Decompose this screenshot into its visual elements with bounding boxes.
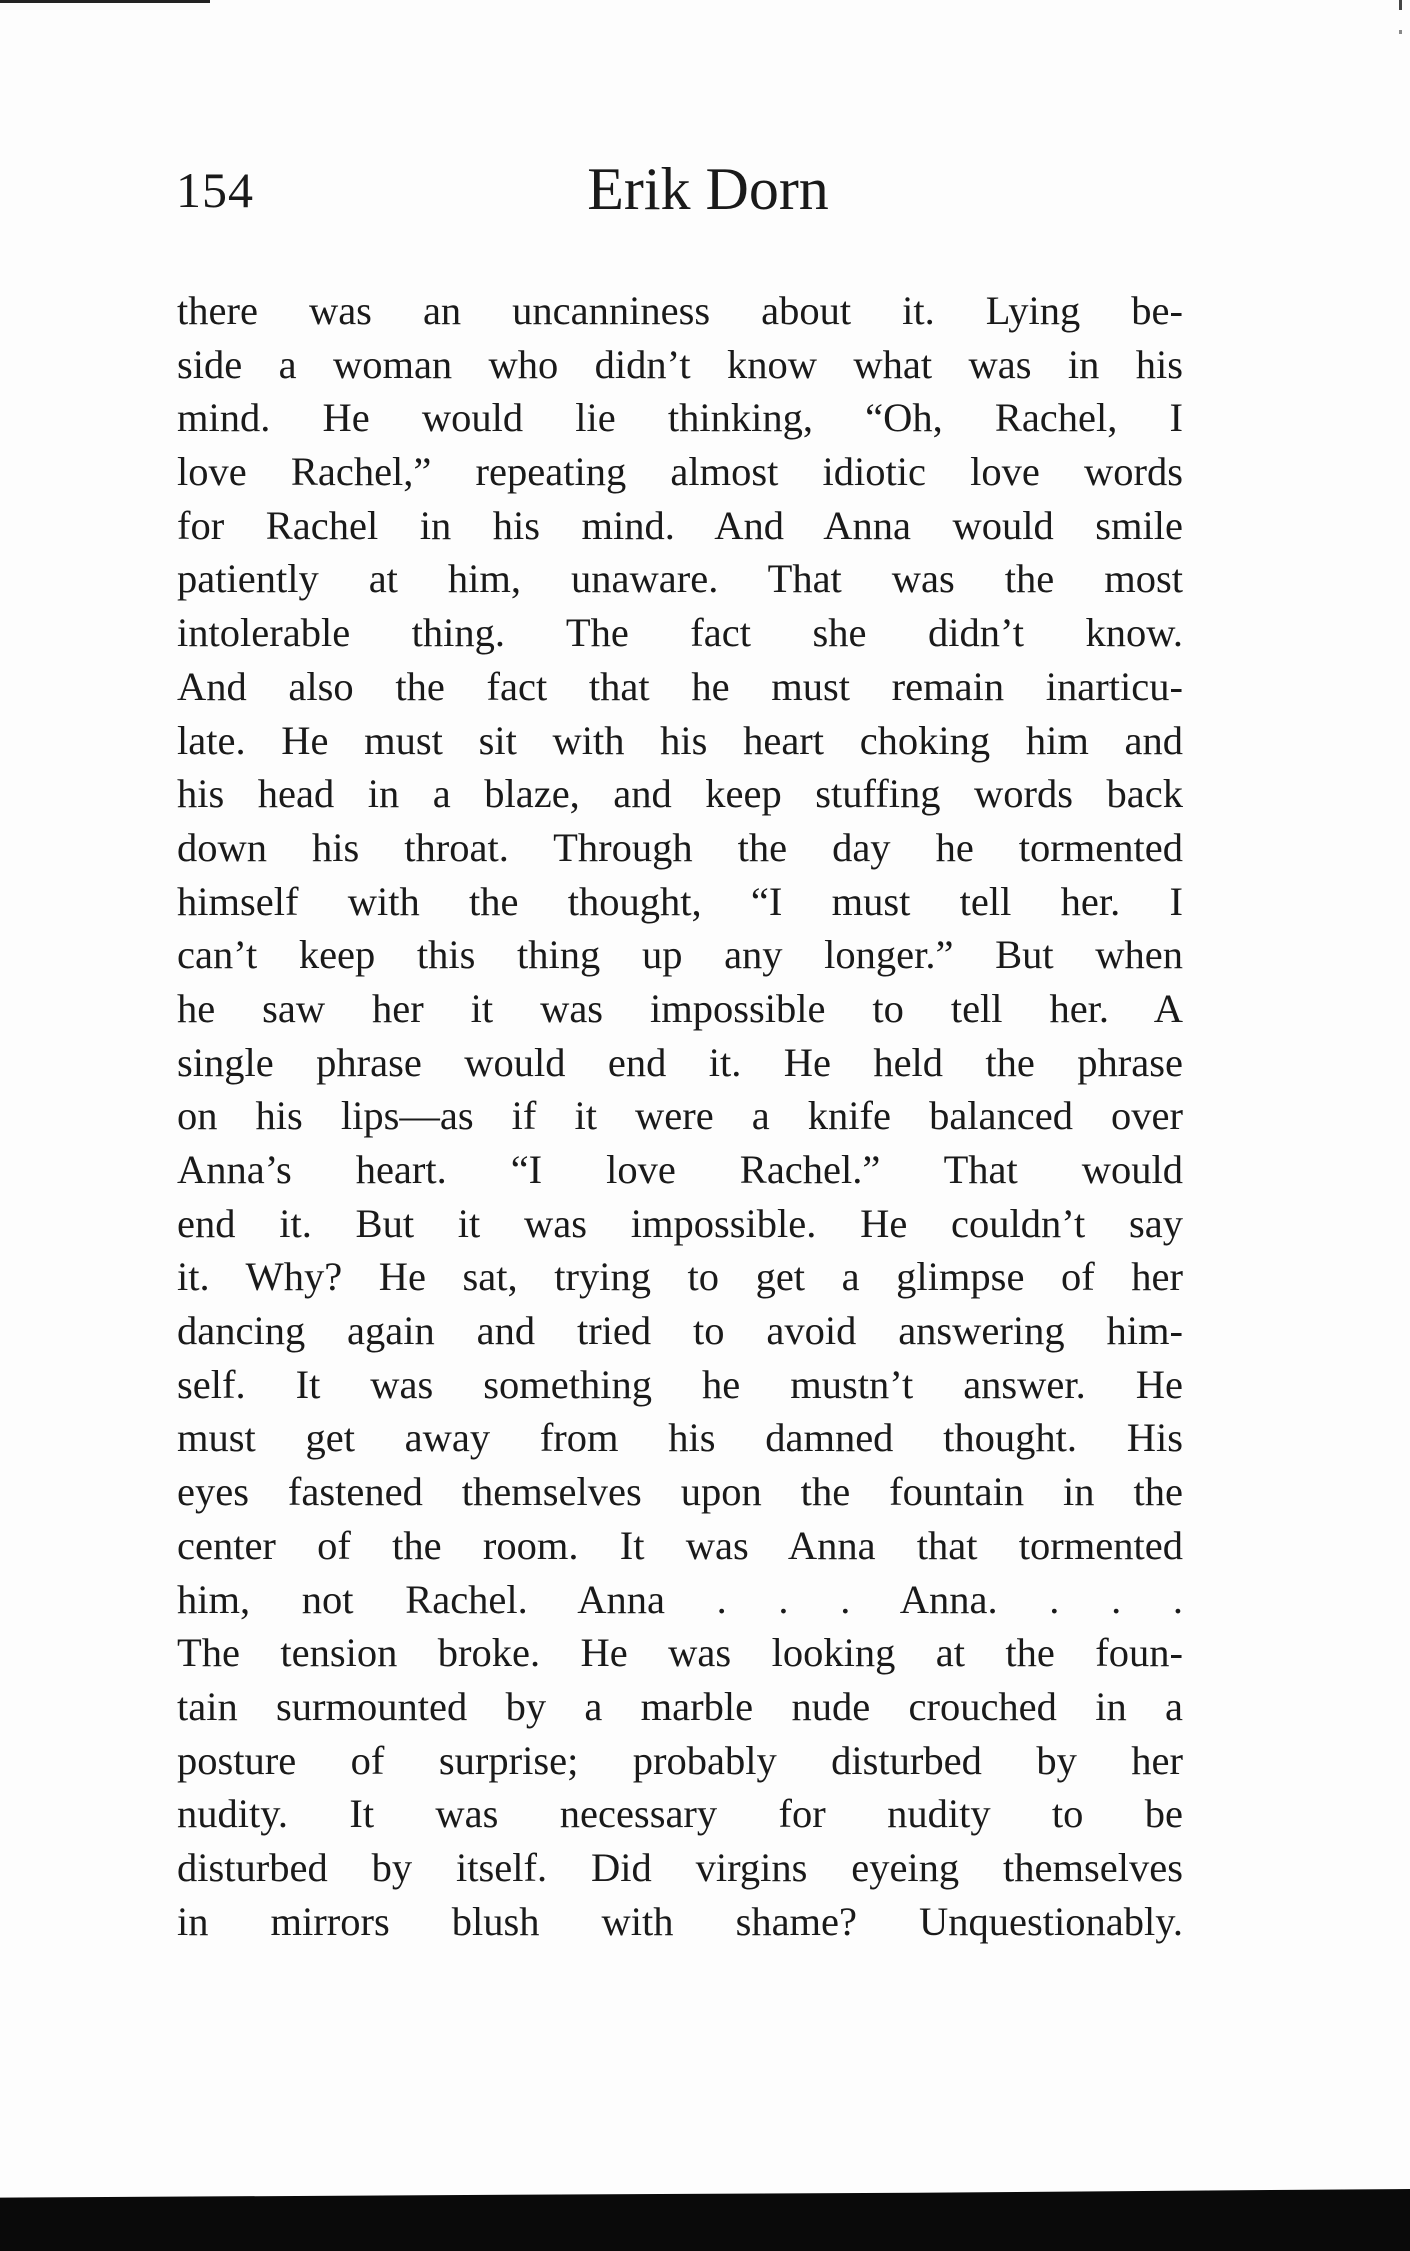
- top-rule: [0, 0, 210, 3]
- text-line: mind. He would lie thinking, “Oh, Rachel, I: [177, 395, 1183, 441]
- text-line: his head in a blaze, and keep stuffing words back: [177, 771, 1183, 817]
- text-line: Anna’s heart. “I love Rachel.” That would: [177, 1147, 1183, 1192]
- text-line: nudity. It was necessary for nudity to be: [177, 1791, 1183, 1837]
- text-line: there was an uncanniness about it. Lying be-: [177, 288, 1183, 333]
- text-line: down his throat. Through the day he tormented: [177, 824, 1183, 870]
- text-line: patiently at him, unaware. That was the most: [177, 556, 1183, 602]
- text-line: he saw her it was impossible to tell her. A: [177, 985, 1183, 1031]
- text-line: side a woman who didn’t know what was in his: [177, 341, 1183, 387]
- text-line: on his lips—as if it were a knife balanced over: [177, 1093, 1183, 1139]
- text-line: can’t keep this thing up any longer.” But when: [177, 932, 1183, 978]
- text-line: him, not Rachel. Anna . . . Anna. . . .: [177, 1576, 1183, 1622]
- page-number: 154: [176, 162, 254, 218]
- text-line: dancing again and tried to avoid answering him-: [177, 1308, 1183, 1354]
- text-line: single phrase would end it. He held the phrase: [177, 1039, 1183, 1085]
- text-line: late. He must sit with his heart choking him and: [177, 717, 1183, 763]
- text-line: himself with the thought, “I must tell her. I: [177, 878, 1183, 924]
- text-line: self. It was something he mustn’t answer. He: [177, 1361, 1183, 1407]
- text-line: end it. But it was impossible. He couldn’t say: [177, 1200, 1183, 1246]
- text-line: posture of surprise; probably disturbed by her: [177, 1737, 1183, 1783]
- body-text: [177, 284, 1183, 1948]
- text-line: must get away from his damned thought. His: [177, 1415, 1183, 1461]
- text-line: it. Why? He sat, trying to get a glimpse of her: [177, 1254, 1183, 1300]
- scan-edge-marks: [1399, 0, 1402, 70]
- text-line: disturbed by itself. Did virgins eyeing themselves: [177, 1844, 1183, 1890]
- text-line: intolerable thing. The fact she didn’t know.: [177, 610, 1183, 656]
- text-line: in mirrors blush with shame? Unquestionably.: [177, 1898, 1183, 1944]
- running-head-title: Erik Dorn: [587, 156, 829, 222]
- text-line: And also the fact that he must remain inarticu-: [177, 663, 1183, 709]
- scan-bottom-edge: [0, 2189, 1410, 2251]
- text-line: The tension broke. He was looking at the foun-: [177, 1630, 1183, 1676]
- text-line: for Rachel in his mind. And Anna would smile: [177, 502, 1183, 548]
- text-line: tain surmounted by a marble nude crouched in a: [177, 1683, 1183, 1729]
- text-line: center of the room. It was Anna that tormented: [177, 1522, 1183, 1568]
- text-line: love Rachel,” repeating almost idiotic love words: [177, 449, 1183, 495]
- text-line: eyes fastened themselves upon the fountain in the: [177, 1469, 1183, 1515]
